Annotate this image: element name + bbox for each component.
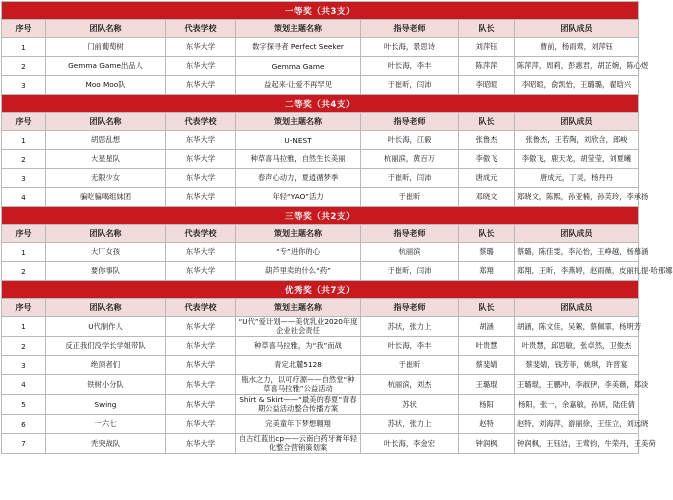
captain: 刘萍钰 [459, 38, 515, 57]
captain: 蔡璐 [459, 243, 515, 262]
row-index: 1 [2, 38, 46, 57]
table-row [2, 337, 639, 356]
members: 陈萍萍，周莉，彭惠君，胡芷婉，陈心煜 [515, 57, 639, 76]
theme-name: 益起来·让爱不再罕见 [236, 76, 361, 95]
school: 东华大学 [166, 375, 236, 395]
captain-header: 队长 [459, 113, 515, 131]
members: 郑翔，王昕，李燕婷，赵雨薇，皮丽扎提·哈那娜 [515, 262, 639, 281]
theme-name: 青定北麓5128 [236, 356, 361, 375]
team-name: 铁树小分队 [46, 375, 166, 395]
section-title: 二等奖（共4支） [2, 95, 639, 113]
theme-name: 种草喜马拉雅，自然生长美丽 [236, 150, 361, 169]
school-header: 代表学校 [166, 113, 236, 131]
row-index: 3 [2, 356, 46, 375]
theme-name: 自古红蓝出cp——云南白药牙膏年轻化整合营销策划案 [236, 434, 361, 454]
section-title-row [2, 95, 639, 113]
advisor: 于崔昕，闫沛 [361, 262, 459, 281]
captain: 王璐琨 [459, 375, 515, 395]
team-name: 绝顶者们 [46, 356, 166, 375]
awards-table-body [2, 2, 673, 454]
team-name: Gemma Game出品人 [46, 57, 166, 76]
team-name: 无限少女 [46, 169, 166, 188]
captain: 杨阳 [459, 395, 515, 415]
section-title-row [2, 2, 639, 20]
captain: 胡涵 [459, 317, 515, 337]
members: 李傲飞，鹿天龙，胡莹莹，刘夏曦 [515, 150, 639, 169]
row-index: 7 [2, 434, 46, 454]
table-row [2, 150, 639, 169]
school: 东华大学 [166, 395, 236, 415]
school: 东华大学 [166, 243, 236, 262]
members-header: 团队成员 [515, 299, 639, 317]
captain: 郑翔 [459, 262, 515, 281]
advisor: 苏状 [361, 395, 459, 415]
table-row [2, 262, 639, 281]
advisor: 叶长海，李丰 [361, 337, 459, 356]
index-header: 序号 [2, 20, 46, 38]
school: 东华大学 [166, 131, 236, 150]
captain: 邓晓文 [459, 188, 515, 207]
advisor: 叶长海，李丰 [361, 57, 459, 76]
members: 钟润枫，王钰洁，王莺钧，牛荣丹，王美荷 [515, 434, 639, 454]
row-index: 2 [2, 337, 46, 356]
school: 东华大学 [166, 169, 236, 188]
table-row [2, 434, 639, 454]
members-header: 团队成员 [515, 113, 639, 131]
row-index: 2 [2, 262, 46, 281]
theme-name: 数字探寻者 Perfect Seeker [236, 38, 361, 57]
team-name: 大星星队 [46, 150, 166, 169]
school: 东华大学 [166, 434, 236, 454]
theme-name: 年轻“YAO”活力 [236, 188, 361, 207]
members: 唐成元，丁灵，杨丹丹 [515, 169, 639, 188]
advisor: 于崔昕，闫沛 [361, 169, 459, 188]
row-index: 1 [2, 243, 46, 262]
team-name: 秃突战队 [46, 434, 166, 454]
members: 胡涵，陈文佳，吴絮，蔡佩霏，杨明芳 [515, 317, 639, 337]
members: 叶贵慧，邱思敏，张卓然，卫俊杰 [515, 337, 639, 356]
advisor: 于崔昕 [361, 188, 459, 207]
theme-name: 春声心动力，夏逍循梦季 [236, 169, 361, 188]
school: 东华大学 [166, 150, 236, 169]
school-header: 代表学校 [166, 225, 236, 243]
team-name: 要你事队 [46, 262, 166, 281]
advisor: 杭丽滨，刘杰 [361, 375, 459, 395]
section-title-row [2, 207, 639, 225]
table-row [2, 395, 639, 415]
captain: 钟润枫 [459, 434, 515, 454]
team-name: U代制作人 [46, 317, 166, 337]
advisor: 杭丽滨，黄百万 [361, 150, 459, 169]
column-header-row [2, 20, 639, 38]
table-row [2, 76, 639, 95]
school: 东华大学 [166, 262, 236, 281]
members: 郑晓文，陈熙，孙亚楠，孙芙玲，李承扬 [515, 188, 639, 207]
index-header: 序号 [2, 225, 46, 243]
captain: 叶贵慧 [459, 337, 515, 356]
column-header-row [2, 113, 639, 131]
section-title: 三等奖（共2支） [2, 207, 639, 225]
school: 东华大学 [166, 337, 236, 356]
members-header: 团队成员 [515, 20, 639, 38]
awards-table [1, 1, 673, 454]
team-name-header: 团队名称 [46, 299, 166, 317]
members: 张鲁杰，王若陶，刘欣含，郎峻 [515, 131, 639, 150]
school: 东华大学 [166, 415, 236, 434]
captain: 李昭暄 [459, 76, 515, 95]
table-row [2, 375, 639, 395]
row-index: 5 [2, 395, 46, 415]
captain-header: 队长 [459, 20, 515, 38]
row-index: 2 [2, 150, 46, 169]
members-header: 团队成员 [515, 225, 639, 243]
members: 杨阳，张一，余嘉敏，孙妍，陆佳倩 [515, 395, 639, 415]
captain: 陈萍萍 [459, 57, 515, 76]
captain: 赵特 [459, 415, 515, 434]
theme-header: 策划主题名称 [236, 20, 361, 38]
team-name: 反正我们没学长学姐带队 [46, 337, 166, 356]
advisor: 于崔昕 [361, 356, 459, 375]
theme-name: Gemma Game [236, 57, 361, 76]
members: 王璐琨，王鹏冲，李淑伊，李美薇，郑淡 [515, 375, 639, 395]
theme-name: Shirt & Skirt——“最美的春夏”青春期公益活动整合传播方案 [236, 395, 361, 415]
team-name: Swing [46, 395, 166, 415]
captain: 唐成元 [459, 169, 515, 188]
school-header: 代表学校 [166, 20, 236, 38]
members: 李昭暄，俞凯怡，王璐璐，翟晗兴 [515, 76, 639, 95]
team-name: 门前葡萄树 [46, 38, 166, 57]
team-name-header: 团队名称 [46, 225, 166, 243]
advisor: 叶长海，景思诗 [361, 38, 459, 57]
table-row [2, 317, 639, 337]
column-header-row [2, 299, 639, 317]
team-name: 大厂女孩 [46, 243, 166, 262]
advisor-header: 指导老师 [361, 20, 459, 38]
theme-name: “U代”爱计划——美优乳业2020年度企业社会责任 [236, 317, 361, 337]
school: 东华大学 [166, 317, 236, 337]
table-row [2, 188, 639, 207]
school: 东华大学 [166, 38, 236, 57]
theme-header: 策划主题名称 [236, 225, 361, 243]
members: 蔡斐婧，钱芳菲，姚琪，许晋宴 [515, 356, 639, 375]
school: 东华大学 [166, 356, 236, 375]
members: 蔡璐，陈佳雯，李沁怡，王峥越，杨慕涵 [515, 243, 639, 262]
row-index: 1 [2, 317, 46, 337]
members: 赵特，刘海萍，游丽徐，王佳立，刘远晓 [515, 415, 639, 434]
advisor: 杭丽滨 [361, 243, 459, 262]
captain-header: 队长 [459, 225, 515, 243]
table-row [2, 415, 639, 434]
advisor-header: 指导老师 [361, 299, 459, 317]
school: 东华大学 [166, 76, 236, 95]
row-index: 4 [2, 188, 46, 207]
row-index: 6 [2, 415, 46, 434]
index-header: 序号 [2, 299, 46, 317]
row-index: 1 [2, 131, 46, 150]
school: 东华大学 [166, 57, 236, 76]
theme-name: 种草喜马拉雅，为“我”而战 [236, 337, 361, 356]
theme-name: 葫芦里卖的什么“药” [236, 262, 361, 281]
advisor: 苏状，张力上 [361, 317, 459, 337]
captain-header: 队长 [459, 299, 515, 317]
team-name: 一六七 [46, 415, 166, 434]
section-title-row [2, 281, 639, 299]
team-name: 胡思乱想 [46, 131, 166, 150]
theme-name: U-NEST [236, 131, 361, 150]
table-row [2, 57, 639, 76]
row-index: 4 [2, 375, 46, 395]
theme-header: 策划主题名称 [236, 113, 361, 131]
school: 东华大学 [166, 188, 236, 207]
captain: 李傲飞 [459, 150, 515, 169]
table-row [2, 131, 639, 150]
table-row [2, 356, 639, 375]
theme-name: 完美童年下梦想翱翔 [236, 415, 361, 434]
captain: 蔡斐婧 [459, 356, 515, 375]
section-title: 优秀奖（共7支） [2, 281, 639, 299]
row-index: 3 [2, 169, 46, 188]
school-header: 代表学校 [166, 299, 236, 317]
table-row [2, 243, 639, 262]
advisor-header: 指导老师 [361, 113, 459, 131]
table-row [2, 38, 639, 57]
advisor: 叶长海，江毅 [361, 131, 459, 150]
advisor: 叶长海，李金宏 [361, 434, 459, 454]
members: 曹前，杨雨莺，刘萍钰 [515, 38, 639, 57]
table-row [2, 169, 639, 188]
advisor: 于崔昕，闫沛 [361, 76, 459, 95]
advisor-header: 指导老师 [361, 225, 459, 243]
theme-name: “专”进你的心 [236, 243, 361, 262]
team-name: Moo Moo队 [46, 76, 166, 95]
row-index: 3 [2, 76, 46, 95]
column-header-row [2, 225, 639, 243]
captain: 张鲁杰 [459, 131, 515, 150]
theme-name: 瓶水之力，以可疗源——自然堂“种草喜马拉雅”公益活动 [236, 375, 361, 395]
team-name: 骗吃骗喝组妹团 [46, 188, 166, 207]
index-header: 序号 [2, 113, 46, 131]
section-title: 一等奖（共3支） [2, 2, 639, 20]
team-name-header: 团队名称 [46, 113, 166, 131]
row-index: 2 [2, 57, 46, 76]
team-name-header: 团队名称 [46, 20, 166, 38]
advisor: 苏状，张力上 [361, 415, 459, 434]
theme-header: 策划主题名称 [236, 299, 361, 317]
